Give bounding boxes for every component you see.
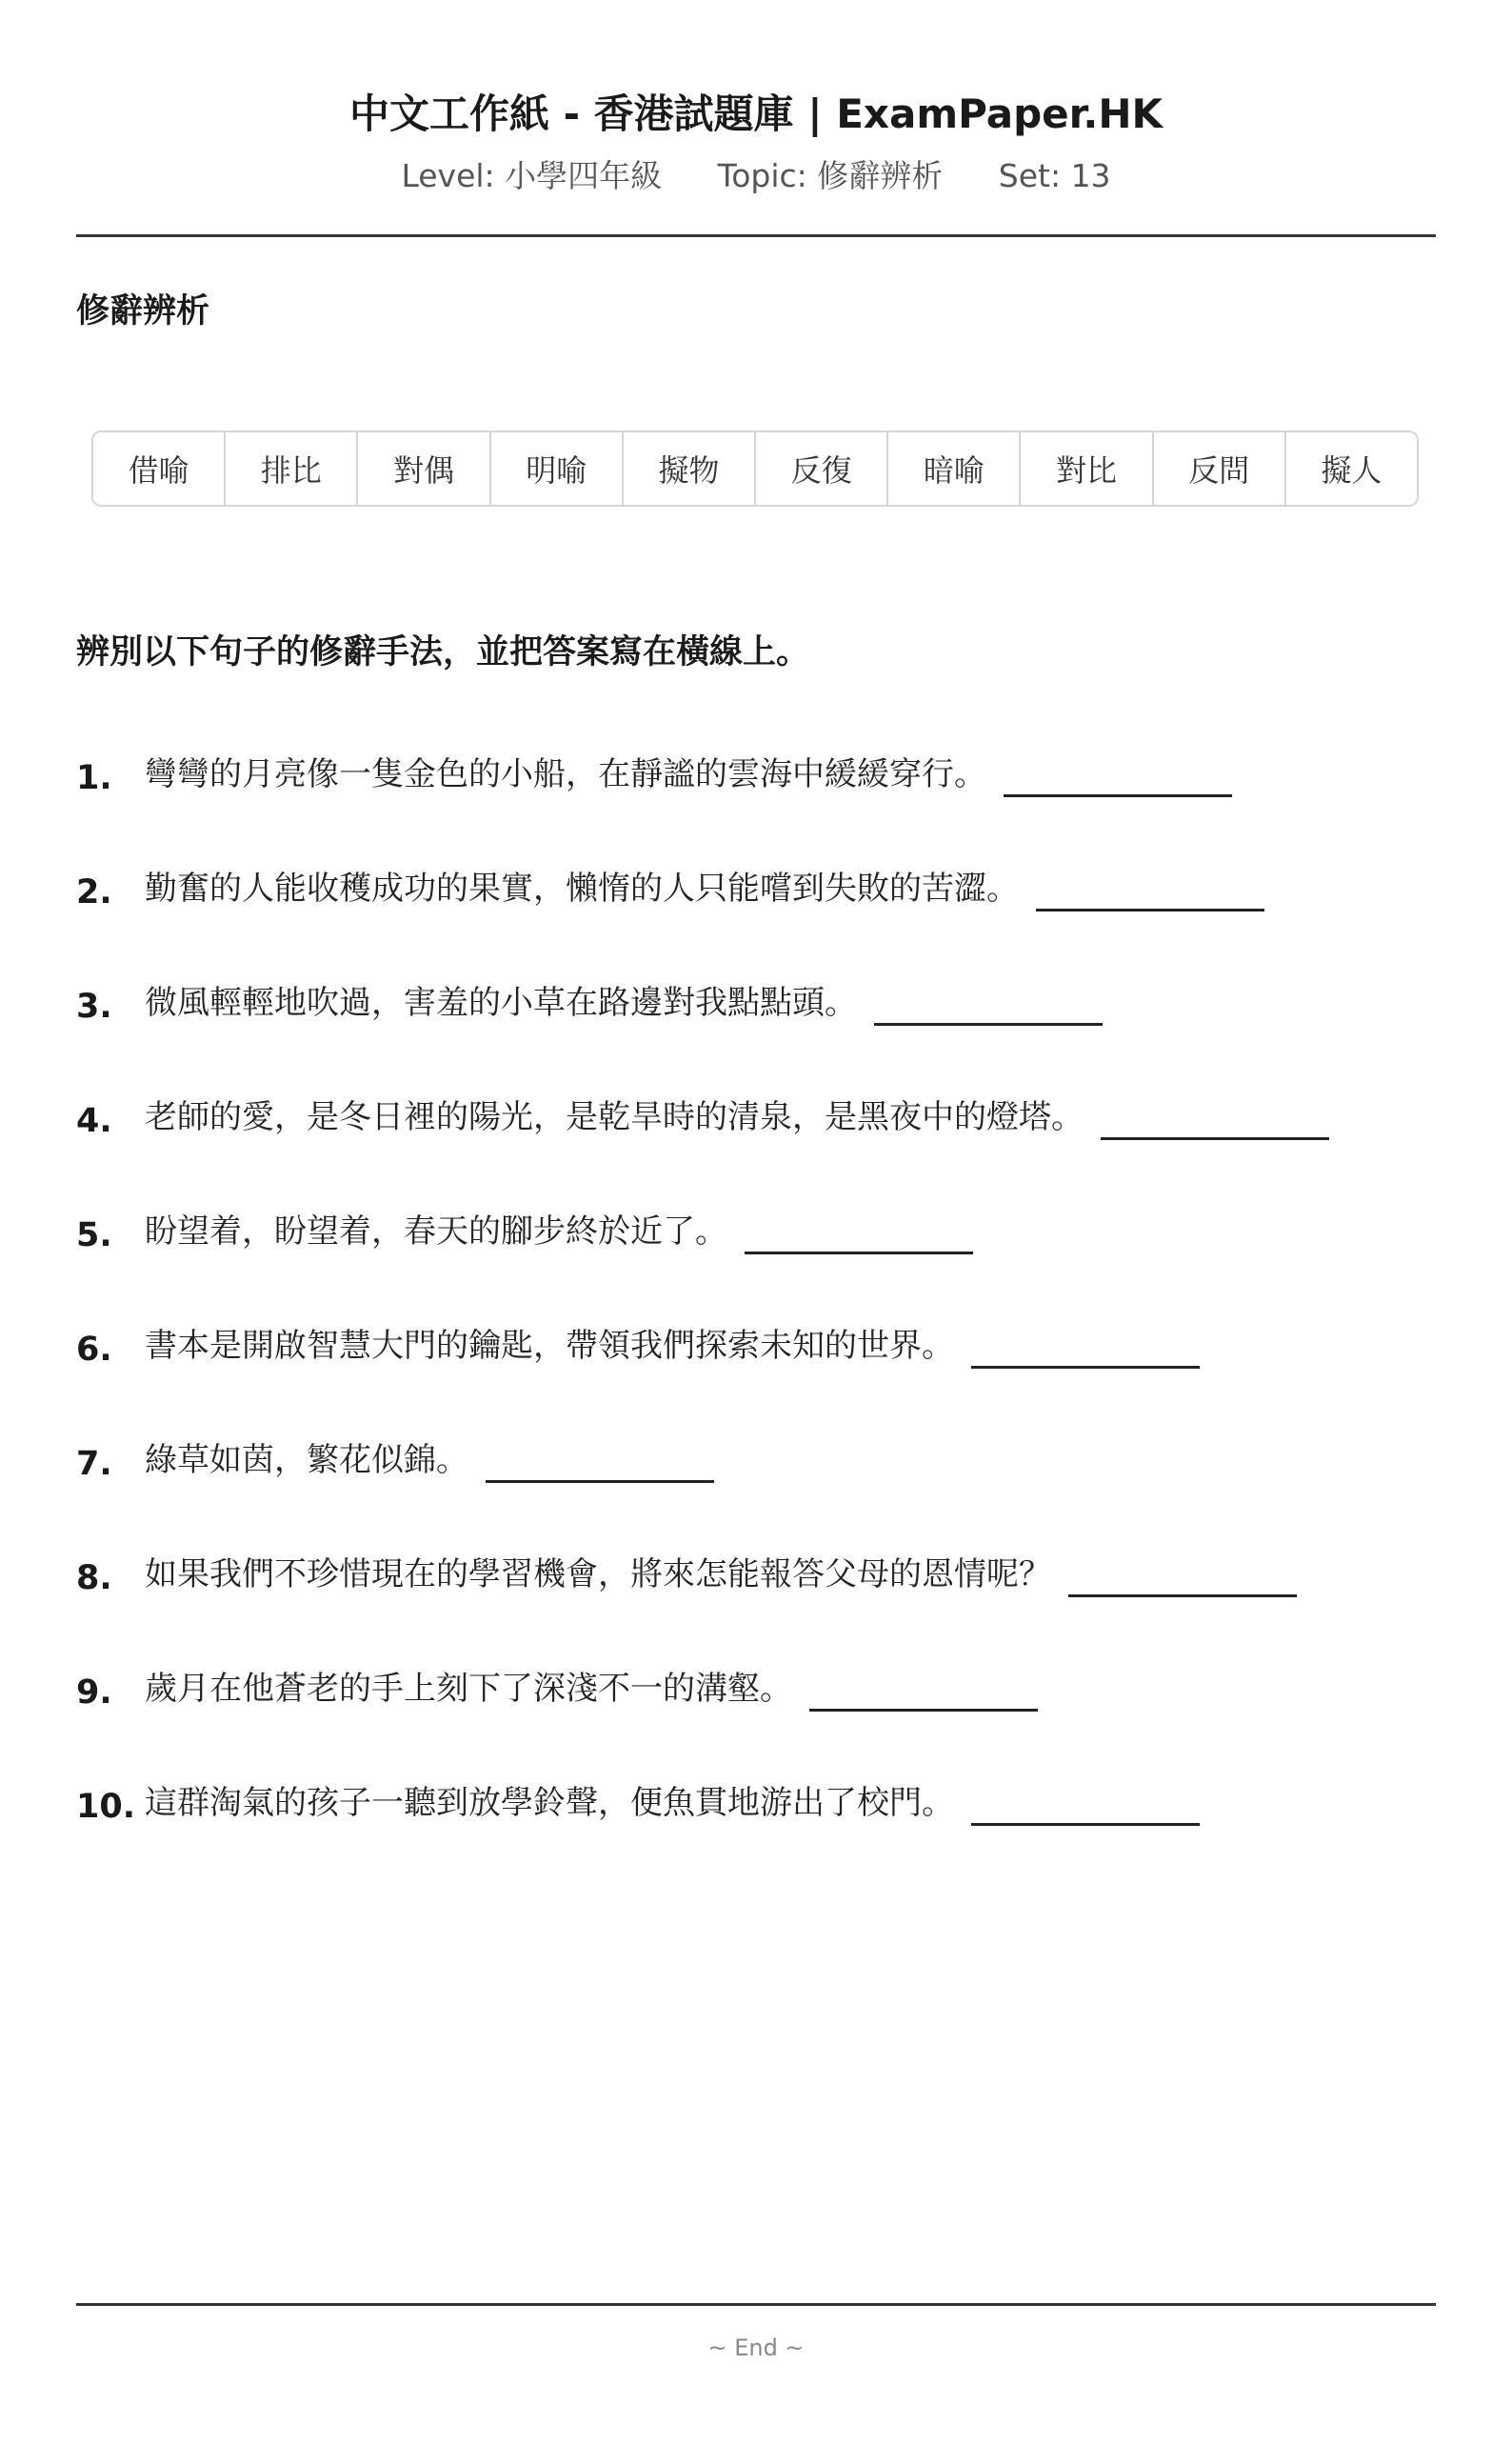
topic-label: Topic: 修辭辨析 [717,157,944,194]
word-bank-item: 暗喻 [888,432,1021,505]
question-item [76,1553,1436,1667]
answer-blank[interactable] [1004,762,1232,797]
level-label: Level: 小學四年級 [401,157,663,194]
answer-blank[interactable] [971,1333,1200,1369]
worksheet-meta [76,154,1436,198]
word-bank [91,431,1419,507]
page-title: 中文工作紙 - 香港試題庫 | ExamPaper.HK [348,90,1164,137]
question-text: 書本是開啟智慧大門的鑰匙，帶領我們探索未知的世界。 [145,1327,954,1365]
word-bank-item: 反復 [756,432,888,505]
question-text: 這群淘氣的孩子一聽到放學鈴聲，便魚貫地游出了校門。 [145,1784,954,1822]
footer-divider [76,2303,1436,2306]
answer-blank[interactable] [1036,876,1264,911]
question-item [76,1667,1436,1781]
question-text: 歲月在他蒼老的手上刻下了深淺不一的溝壑。 [145,1670,792,1708]
question-number: 8. [76,1559,112,1597]
question-text: 盼望着，盼望着，春天的腳步終於近了。 [145,1212,727,1251]
question-number: 9. [76,1673,112,1712]
question-item [76,981,1436,1095]
word-bank-item: 借喻 [93,432,226,505]
question-number: 10. [76,1788,136,1826]
worksheet-header [76,86,1436,198]
answer-blank[interactable] [874,991,1103,1026]
question-item [76,867,1436,981]
question-number: 6. [76,1331,112,1369]
question-text: 綠草如茵，繁花似錦。 [145,1441,468,1479]
question-text: 微風輕輕地吹過，害羞的小草在路邊對我點點頭。 [145,984,857,1022]
question-item [76,1324,1436,1438]
question-item [76,1095,1436,1210]
question-text: 如果我們不珍惜現在的學習機會，將來怎能報答父母的恩情呢？ [145,1555,1051,1593]
question-number: 2. [76,873,112,911]
word-bank-item: 對偶 [358,432,490,505]
end-marker: ~ End ~ [707,2334,805,2361]
word-bank-item: 擬人 [1321,452,1383,489]
question-item [76,1210,1436,1324]
question-number: 1. [76,759,112,797]
question-text: 老師的愛，是冬日裡的陽光，是乾旱時的清泉，是黑夜中的燈塔。 [145,1098,1084,1136]
instructions: 辨別以下句子的修辭手法，並把答案寫在橫線上。 [76,633,810,671]
answer-blank[interactable] [1101,1105,1329,1140]
question-item [76,1781,1436,1895]
word-bank-item: 擬物 [624,432,756,505]
word-bank-item: 反問 [1154,432,1286,505]
answer-blank[interactable] [971,1791,1200,1826]
question-number: 3. [76,988,112,1026]
question-number: 5. [76,1216,112,1254]
worksheet-page [76,0,1436,2444]
answer-blank[interactable] [745,1219,973,1254]
word-bank-item: 對比 [1021,432,1153,505]
question-item [76,1438,1436,1553]
word-bank-item: 明喻 [491,432,624,505]
question-text: 勤奮的人能收穫成功的果實，懶惰的人只能嚐到失敗的苦澀。 [145,870,1019,908]
word-bank-item: 排比 [226,432,358,505]
question-number: 4. [76,1102,112,1140]
section-title: 修辭辨析 [76,292,210,331]
question-list [76,752,1436,1895]
question-number: 7. [76,1445,112,1483]
question-item [76,752,1436,867]
answer-blank[interactable] [1068,1562,1297,1597]
set-label: Set: 13 [998,157,1111,194]
answer-blank[interactable] [809,1676,1038,1712]
answer-blank[interactable] [486,1448,714,1483]
header-divider [76,234,1436,237]
question-text: 彎彎的月亮像一隻金色的小船，在靜謐的雲海中緩緩穿行。 [145,755,986,793]
